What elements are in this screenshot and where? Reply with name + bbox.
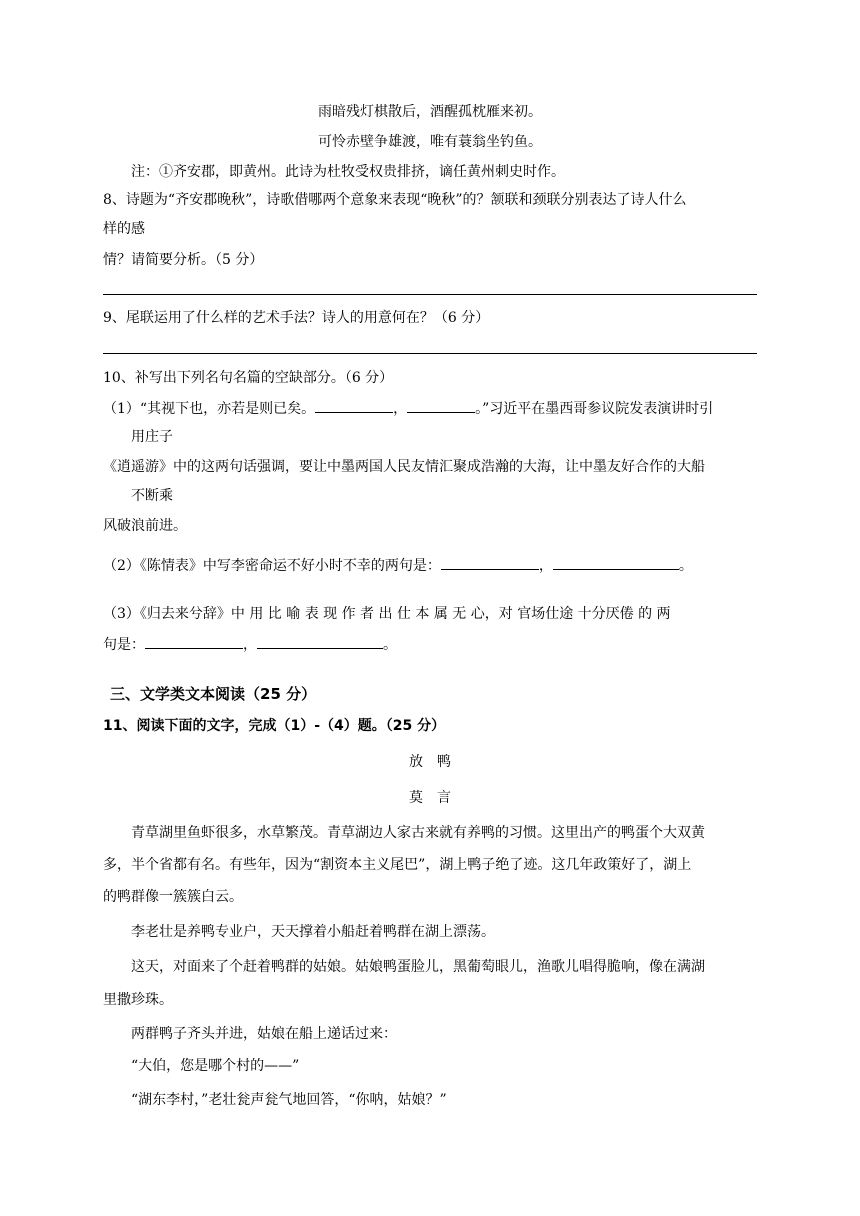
- blank-5[interactable]: [145, 634, 243, 649]
- story-paragraph-6: “湖东李村，”老壮瓮声瓮气地回答，“你呐，姑娘？”: [131, 1092, 447, 1108]
- question-10-part-1-line-4: 不断乘: [131, 488, 173, 504]
- question-10-part-3-line-2: [103, 634, 397, 655]
- question-8-line-3: 情？请简要分析。（5 分）: [103, 252, 264, 268]
- part-2-end: 。: [678, 558, 693, 574]
- blank-2[interactable]: [407, 398, 475, 413]
- blank-6[interactable]: [257, 634, 383, 649]
- poem-note: 注：①齐安郡，即黄州。此诗为杜牧受权贵排挤，谪任黄州刺史时作。: [131, 164, 565, 180]
- story-paragraph-1-line-2: 多，半个省都有名。有些年，因为“割资本主义尾巴”，湖上鸭子绝了迹。这几年政策好了，湖上: [103, 857, 692, 873]
- poem-line-2: 可怜赤壁争雄渡，唯有蓑翁坐钓鱼。: [318, 134, 542, 150]
- question-10-part-1-line-2: 用庄子: [131, 429, 173, 445]
- answer-line-9[interactable]: [103, 353, 757, 354]
- part-1-separator: ，: [393, 401, 408, 417]
- blank-4[interactable]: [553, 555, 679, 570]
- story-paragraph-1-line-3: 的鸭群像一簇簇白云。: [103, 889, 243, 905]
- question-8-line-2: 样的感: [103, 221, 145, 237]
- question-11: 11、阅读下面的文字，完成（1）-（4）题。（25 分）: [103, 718, 446, 734]
- part-1-text-a: （1）“其视下也，亦若是则已矣。: [103, 401, 316, 417]
- question-10-part-2: [103, 555, 693, 576]
- story-paragraph-2: 李老壮是养鸭专业户，天天撑着小船赶着鸭群在湖上漂荡。: [131, 924, 495, 940]
- part-3-separator: ，: [243, 637, 257, 653]
- story-paragraph-4: 两群鸭子齐头并进，姑娘在船上递话过来：: [131, 1026, 397, 1042]
- story-paragraph-5: “大伯，您是哪个村的——”: [131, 1058, 300, 1074]
- question-10-part-1-line-5: 风破浪前进。: [103, 518, 187, 534]
- story-paragraph-3-line-1: 这天，对面来了个赶着鸭群的姑娘。姑娘鸭蛋脸儿，黑葡萄眼儿，渔歌儿唱得脆响，像在满湖: [131, 959, 705, 975]
- story-paragraph-1-line-1: 青草湖里鱼虾很多，水草繁茂。青草湖边人家古来就有养鸭的习惯。这里出产的鸭蛋个大双黄: [131, 825, 705, 841]
- part-3-text: 句是：: [103, 637, 145, 653]
- section-3-heading: 三、文学类文本阅读（25 分）: [110, 685, 317, 703]
- part-2-separator: ，: [538, 558, 553, 574]
- part-2-text: （2）《陈情表》中写李密命运不好小时不幸的两句是：: [103, 558, 441, 574]
- blank-3[interactable]: [441, 555, 539, 570]
- story-author: 莫 言: [409, 790, 451, 806]
- answer-line-8[interactable]: [103, 294, 757, 295]
- question-9: 9、尾联运用了什么样的艺术手法？诗人的用意何在？（6 分）: [103, 310, 490, 326]
- blank-1[interactable]: [315, 398, 393, 413]
- question-10-part-1-line-3: 《逍遥游》中的这两句话强调，要让中墨两国人民友情汇聚成浩瀚的大海，让中墨友好合作的大船: [103, 459, 705, 475]
- question-10-part-1-line-1: [103, 398, 713, 419]
- story-paragraph-3-line-2: 里撒珍珠。: [103, 992, 173, 1008]
- question-8-line-1: 8、诗题为“齐安郡晚秋”，诗歌借哪两个意象来表现“晚秋”的？颔联和颈联分别表达了诗人什么: [103, 192, 687, 208]
- story-title: 放 鸭: [409, 754, 451, 770]
- part-1-text-b: 。”习近平在墨西哥参议院发表演讲时引: [475, 401, 714, 417]
- question-10-title: 10、补写出下列名句名篇的空缺部分。（6 分）: [103, 370, 394, 386]
- question-10-part-3-line-1: （3）《归去来兮辞》中 用 比 喻 表 现 作 者 出 仕 本 属 无 心，对 官场仕途 十分厌倦 的 两: [103, 606, 671, 622]
- poem-line-1: 雨暗残灯棋散后，酒醒孤枕雁来初。: [318, 104, 542, 120]
- part-3-end: 。: [383, 637, 397, 653]
